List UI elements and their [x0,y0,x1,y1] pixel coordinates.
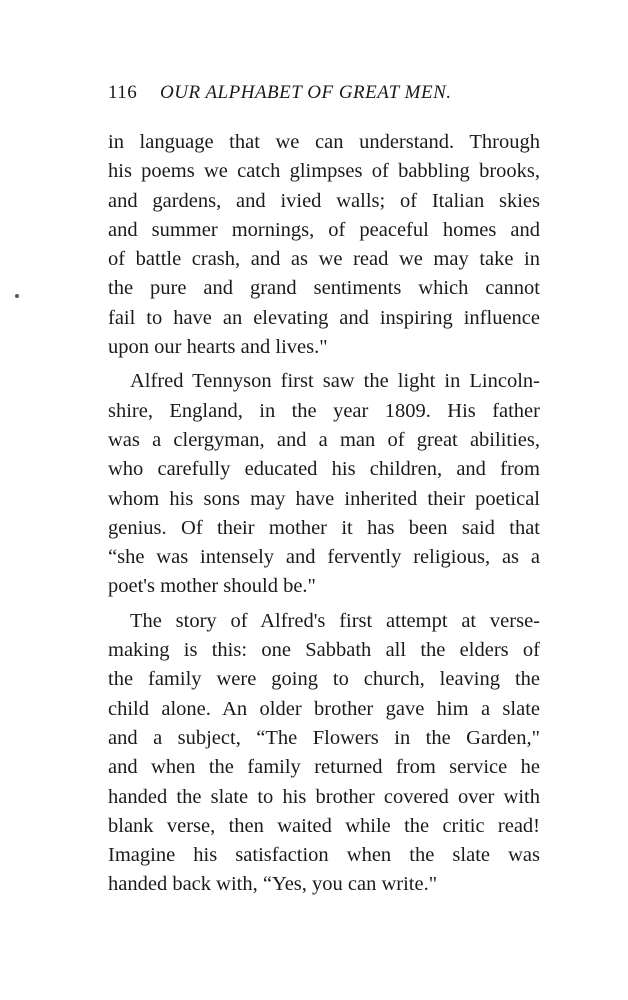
text-line: who carefully educated his children, and from [108,458,540,481]
text-line: “she was intensely and fervently religious, as a [108,546,540,569]
text-line: and when the family returned from service he [108,756,540,779]
text-line: The story of Alfred's first attempt at verse- [130,609,540,632]
text-line: making is this: one Sabbath all the elders of [108,639,540,662]
text-line: the pure and grand sentiments which cannot [108,277,540,300]
book-title: OUR ALPHABET OF GREAT MEN. [160,82,452,103]
text-line: Imagine his satisfaction when the slate was [108,844,540,867]
paragraph-2 [108,367,540,601]
page-number: 116 [108,82,138,103]
text-line: and summer mornings, of peaceful homes and [108,218,540,241]
text-line: child alone. An older brother gave him a slate [108,697,540,720]
body-text [108,128,540,900]
text-line: the family were going to church, leaving the [108,668,540,691]
text-line: his poems we catch glimpses of babbling brooks, [108,160,540,183]
text-line: genius. Of their mother it has been said that [108,516,540,539]
text-line: poet's mother should be." [108,575,316,598]
running-head [108,82,538,104]
text-line: was a clergyman, and a man of great abilities, [108,428,540,451]
text-line: blank verse, then waited while the critic read! [108,814,540,837]
text-line: shire, England, in the year 1809. His father [108,399,540,422]
text-line: handed back with, “Yes, you can write." [108,873,438,896]
text-line: handed the slate to his brother covered over with [108,785,540,808]
text-line: upon our hearts and lives." [108,336,328,359]
text-line: Alfred Tennyson first saw the light in Lincoln- [130,370,540,393]
text-line: fail to have an elevating and inspiring influence [108,306,540,329]
text-line: in language that we can understand. Through [108,131,540,153]
paragraph-3 [108,607,540,900]
text-line: and a subject, “The Flowers in the Garden," [108,726,540,749]
text-line: of battle crash, and as we read we may take in [108,248,540,271]
margin-speck [15,294,19,298]
text-line: and gardens, and ivied walls; of Italian skies [108,189,540,212]
paragraph-1 [108,128,540,362]
text-line: whom his sons may have inherited their poetical [108,487,540,510]
